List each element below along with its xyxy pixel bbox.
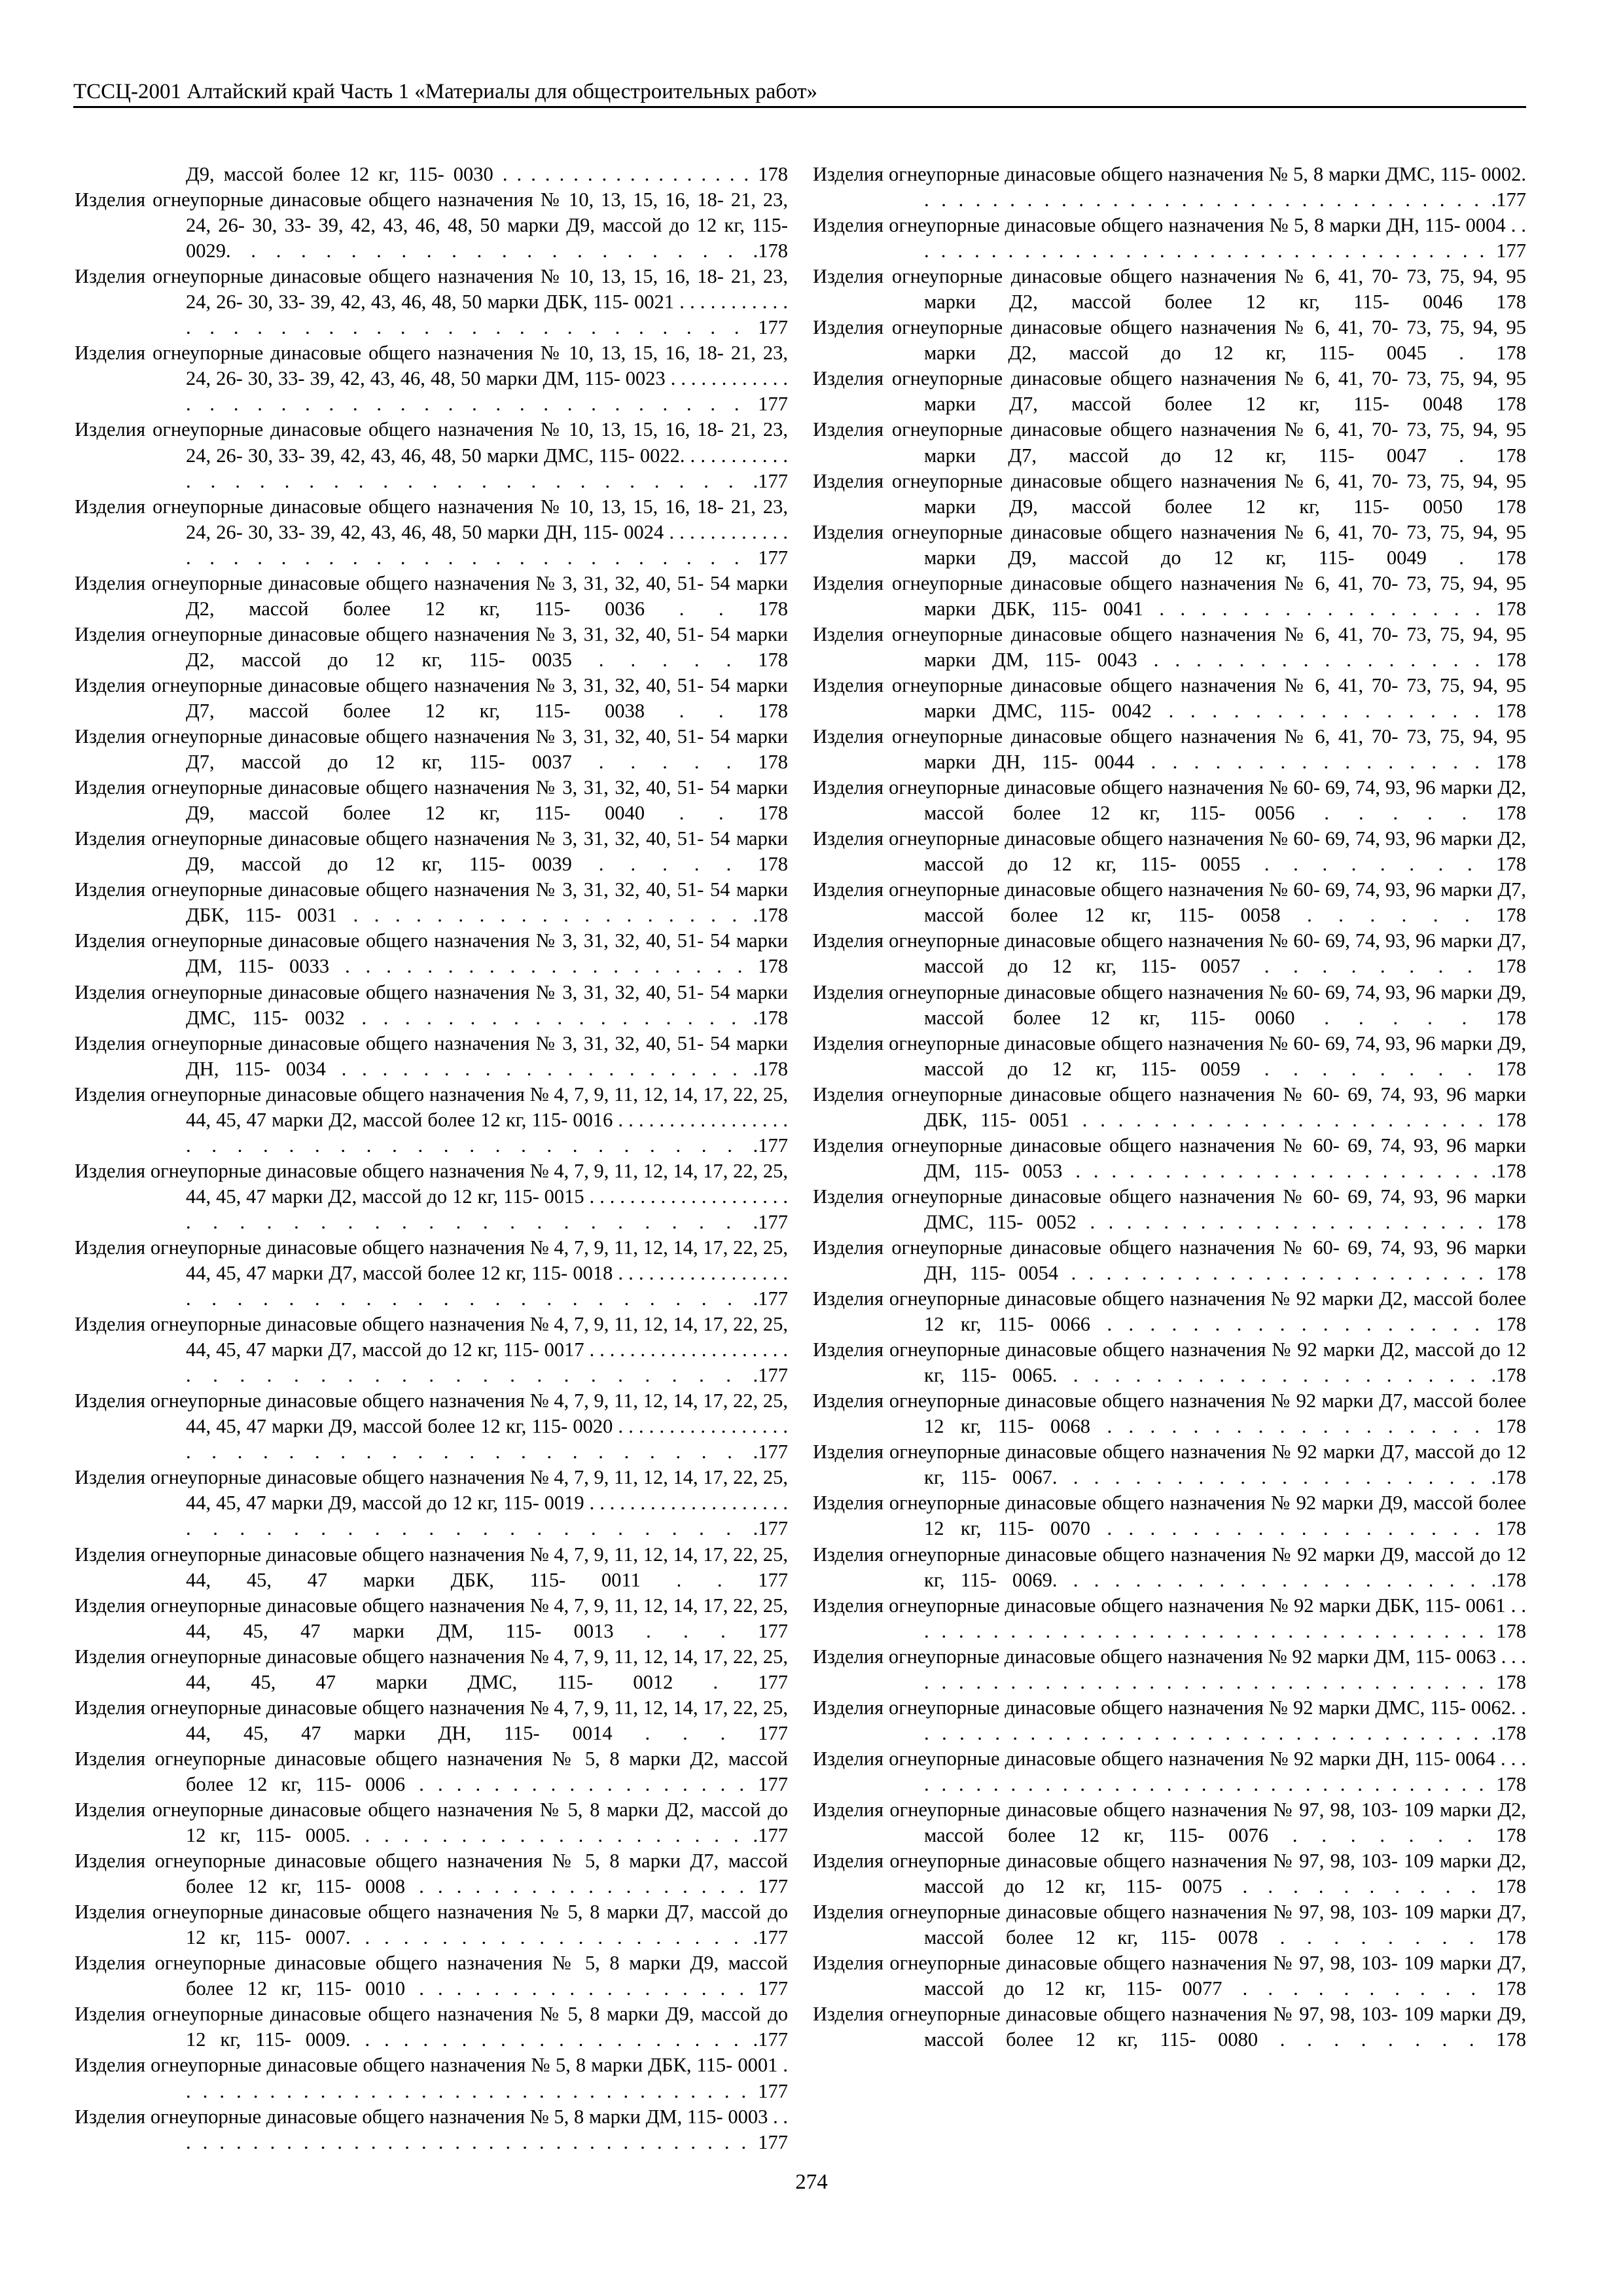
index-entry: Изделия огнеупорные динасовые общего назначения № 97, 98, 103- 109 марки Д2, массой более 12 кг, 115- 0076 . . . . . . . 178 (813, 1799, 1526, 1847)
index-entry: Изделия огнеупорные динасовые общего назначения № 6, 41, 70- 73, 75, 94, 95 марки ДН, 115- 0044 . . . . . . . . . . . . . . . . 178 (813, 725, 1526, 774)
header-rule (73, 106, 1526, 108)
index-entry: Изделия огнеупорные динасовые общего назначения № 4, 7, 9, 11, 12, 14, 17, 22, 25, 44, 45, 47 марки ДМС, 115- 0012 . 177 (75, 1645, 788, 1693)
page-number: 274 (795, 2170, 828, 2194)
index-entry: Изделия огнеупорные динасовые общего назначения № 60- 69, 74, 93, 96 марки Д9, массой до 12 кг, 115- 0059 . . . . . . . . 178 (813, 1031, 1526, 1080)
index-entry: Изделия огнеупорные динасовые общего назначения № 92 марки ДМС, 115- 0062. . . . . . . . . . . . . . . . . . . . . . . . . . . . . . . . . . .178 (813, 1696, 1526, 1744)
index-entry: Изделия огнеупорные динасовые общего назначения № 4, 7, 9, 11, 12, 14, 17, 22, 25, 44, 45, 47 марки Д2, массой более 12 кг, 115- 0016 . . . . . . . . . . . . . . . . . . . . . . . . . . . . . . . . . . . . . . . .177 (75, 1083, 788, 1157)
index-entry: Изделия огнеупорные динасовые общего назначения № 4, 7, 9, 11, 12, 14, 17, 22, 25, 44, 45, 47 марки ДБК, 115- 0011 . . 177 (75, 1543, 788, 1591)
index-entry: Изделия огнеупорные динасовые общего назначения № 3, 31, 32, 40, 51- 54 марки Д9, массой до 12 кг, 115- 0039 . . . . . 178 (75, 827, 788, 876)
index-entry: Изделия огнеупорные динасовые общего назначения № 97, 98, 103- 109 марки Д9, массой более 12 кг, 115- 0080 . . . . . . . . 178 (813, 2003, 1526, 2051)
index-entry: Изделия огнеупорные динасовые общего назначения № 92 марки ДМ, 115- 0063 . . . . . . . . . . . . . . . . . . . . . . . . . . . . . . . . . . . . 178 (813, 1645, 1526, 1693)
index-entry: Изделия огнеупорные динасовые общего назначения № 5, 8 марки Д7, массой до 12 кг, 115- 0007. . . . . . . . . . . . . . . . . . . . . .177 (75, 1901, 788, 1949)
index-entry: Изделия огнеупорные динасовые общего назначения № 60- 69, 74, 93, 96 марки Д7, массой до 12 кг, 115- 0057 . . . . . . . . 178 (813, 929, 1526, 978)
index-entry: Изделия огнеупорные динасовые общего назначения № 5, 8 марки Д9, массой до 12 кг, 115- 0009. . . . . . . . . . . . . . . . . . . . . .177 (75, 2003, 788, 2051)
index-entry: Изделия огнеупорные динасовые общего назначения № 10, 13, 15, 16, 18- 21, 23, 24, 26- 30, 33- 39, 42, 43, 46, 48, 50 марки ДН, 115- 0024 . . . . . . . . . . . . . . . . . . . . . . . . . . . . . . . . . . . . 177 (75, 495, 788, 569)
index-entry: Изделия огнеупорные динасовые общего назначения № 6, 41, 70- 73, 75, 94, 95 марки Д7, массой до 12 кг, 115- 0047 . 178 (813, 418, 1526, 467)
index-entry: Изделия огнеупорные динасовые общего назначения № 10, 13, 15, 16, 18- 21, 23, 24, 26- 30, 33- 39, 42, 43, 46, 48, 50 марки ДБК, 115- 0021 . . . . . . . . . . . . . . . . . . . . . . . . . . . . . . . . . . . 177 (75, 265, 788, 339)
index-entry: Изделия огнеупорные динасовые общего назначения № 5, 8 марки Д7, массой более 12 кг, 115- 0008 . . . . . . . . . . . . . . . . . . 177 (75, 1850, 788, 1898)
running-header: ТССЦ-2001 Алтайский край Часть 1 «Материалы для общестроительных работ» (73, 80, 818, 103)
index-entry: Изделия огнеупорные динасовые общего назначения № 6, 41, 70- 73, 75, 94, 95 марки ДМ, 115- 0043 . . . . . . . . . . . . . . . . 178 (813, 622, 1526, 671)
index-entry: Изделия огнеупорные динасовые общего назначения № 92 марки Д7, массой более 12 кг, 115- 0068 . . . . . . . . . . . . . . . . . . 178 (813, 1390, 1526, 1438)
index-entry: Изделия огнеупорные динасовые общего назначения № 4, 7, 9, 11, 12, 14, 17, 22, 25, 44, 45, 47 марки Д7, массой более 12 кг, 115- 0018 . . . . . . . . . . . . . . . . . . . . . . . . . . . . . . . . . . . . . . . .177 (75, 1236, 788, 1310)
index-entry: Изделия огнеупорные динасовые общего назначения № 10, 13, 15, 16, 18- 21, 23, 24, 26- 30, 33- 39, 42, 43, 46, 48, 50 марки ДМС, 115- 0022. . . . . . . . . . . . . . . . . . . . . . . . . . . . . . . . . . .177 (75, 418, 788, 492)
index-entry: Изделия огнеупорные динасовые общего назначения № 5, 8 марки ДМ, 115- 0003 . . . . . . . . . . . . . . . . . . . . . . . . . . . . . . . . . . . . 177 (75, 2105, 788, 2153)
index-entry: Изделия огнеупорные динасовые общего назначения № 10, 13, 15, 16, 18- 21, 23, 24, 26- 30, 33- 39, 42, 43, 46, 48, 50 марки ДМ, 115- 0023 . . . . . . . . . . . . . . . . . . . . . . . . . . . . . . . . . . . . 177 (75, 342, 788, 416)
index-entry: Изделия огнеупорные динасовые общего назначения № 60- 69, 74, 93, 96 марки Д2, массой до 12 кг, 115- 0055 . . . . . . . . 178 (813, 827, 1526, 876)
index-entry: Изделия огнеупорные динасовые общего назначения № 60- 69, 74, 93, 96 марки ДМ, 115- 0053 . . . . . . . . . . . . . . . . . . . . . . . .178 (813, 1134, 1526, 1182)
index-entry: Изделия огнеупорные динасовые общего назначения № 3, 31, 32, 40, 51- 54 марки ДМ, 115- 0033 . . . . . . . . . . . . . . . . . . . . 178 (75, 929, 788, 978)
index-entry: Изделия огнеупорные динасовые общего назначения № 60- 69, 74, 93, 96 марки ДН, 115- 0054 . . . . . . . . . . . . . . . . . . . . . . . . 178 (813, 1236, 1526, 1285)
index-entry: Изделия огнеупорные динасовые общего назначения № 3, 31, 32, 40, 51- 54 марки Д9, массой более 12 кг, 115- 0040 . . 178 (75, 776, 788, 825)
index-entry: Изделия огнеупорные динасовые общего назначения № 5, 8 марки Д2, массой до 12 кг, 115- 0005. . . . . . . . . . . . . . . . . . . . . .177 (75, 1799, 788, 1847)
index-entry: Изделия огнеупорные динасовые общего назначения № 4, 7, 9, 11, 12, 14, 17, 22, 25, 44, 45, 47 марки ДН, 115- 0014 . . . 177 (75, 1696, 788, 1744)
index-entry: Изделия огнеупорные динасовые общего назначения № 60- 69, 74, 93, 96 марки Д2, массой более 12 кг, 115- 0056 . . . . . 178 (813, 776, 1526, 825)
index-entry: Изделия огнеупорные динасовые общего назначения № 92 марки Д7, массой до 12 кг, 115- 0067. . . . . . . . . . . . . . . . . . . . . .178 (813, 1441, 1526, 1489)
index-entry: Изделия огнеупорные динасовые общего назначения № 97, 98, 103- 109 марки Д2, массой до 12 кг, 115- 0075 . . . . . . . . . . 178 (813, 1850, 1526, 1898)
index-entry: Изделия огнеупорные динасовые общего назначения № 5, 8 марки ДМС, 115- 0002. . . . . . . . . . . . . . . . . . . . . . . . . . . . . . . . . . .177 (813, 163, 1526, 211)
index-entry: Д9, массой более 12 кг, 115- 0030 . . . . . . . . . . . . . . . . . . 178 (186, 163, 788, 185)
index-entry: Изделия огнеупорные динасовые общего назначения № 4, 7, 9, 11, 12, 14, 17, 22, 25, 44, 45, 47 марки Д9, массой более 12 кг, 115- 0020 . . . . . . . . . . . . . . . . . . . . . . . . . . . . . . . . . . . . . . . .177 (75, 1390, 788, 1463)
index-entry: Изделия огнеупорные динасовые общего назначения № 3, 31, 32, 40, 51- 54 марки ДН, 115- 0034 . . . . . . . . . . . . . . . . . . . . .178 (75, 1031, 788, 1080)
index-entry: Изделия огнеупорные динасовые общего назначения № 3, 31, 32, 40, 51- 54 марки Д7, массой до 12 кг, 115- 0037 . . . . . 178 (75, 725, 788, 774)
index-entry: Изделия огнеупорные динасовые общего назначения № 6, 41, 70- 73, 75, 94, 95 марки Д2, массой более 12 кг, 115- 0046 178 (813, 265, 1526, 314)
index-entry: Изделия огнеупорные динасовые общего назначения № 3, 31, 32, 40, 51- 54 марки Д2, массой до 12 кг, 115- 0035 . . . . . 178 (75, 622, 788, 671)
index-entry: Изделия огнеупорные динасовые общего назначения № 5, 8 марки ДН, 115- 0004 . . . . . . . . . . . . . . . . . . . . . . . . . . . . . . . . . . . . 177 (813, 214, 1526, 262)
index-entry: Изделия огнеупорные динасовые общего назначения № 97, 98, 103- 109 марки Д7, массой более 12 кг, 115- 0078 . . . . . . . . 178 (813, 1901, 1526, 1949)
index-entry: Изделия огнеупорные динасовые общего назначения № 92 марки Д2, массой до 12 кг, 115- 0065. . . . . . . . . . . . . . . . . . . . . .178 (813, 1338, 1526, 1387)
index-entry: Изделия огнеупорные динасовые общего назначения № 92 марки Д9, массой более 12 кг, 115- 0070 . . . . . . . . . . . . . . . . . . 178 (813, 1492, 1526, 1540)
index-entry: Изделия огнеупорные динасовые общего назначения № 6, 41, 70- 73, 75, 94, 95 марки Д9, массой более 12 кг, 115- 0050 178 (813, 469, 1526, 518)
index-entry: Изделия огнеупорные динасовые общего назначения № 5, 8 марки ДБК, 115- 0001 . . . . . . . . . . . . . . . . . . . . . . . . . . . . . . . . . . . 177 (75, 2054, 788, 2102)
index-entry: Изделия огнеупорные динасовые общего назначения № 4, 7, 9, 11, 12, 14, 17, 22, 25, 44, 45, 47 марки Д2, массой до 12 кг, 115- 0015 . . . . . . . . . . . . . . . . . . . . . . . . . . . . . . . . . . . . . . . . . .177 (75, 1159, 788, 1233)
index-entry: Изделия огнеупорные динасовые общего назначения № 60- 69, 74, 93, 96 марки Д7, массой более 12 кг, 115- 0058 . . . . . . 178 (813, 878, 1526, 927)
index-entry: Изделия огнеупорные динасовые общего назначения № 60- 69, 74, 93, 96 марки ДБК, 115- 0051 . . . . . . . . . . . . . . . . . . . . . . . 178 (813, 1083, 1526, 1131)
index-entry: Изделия огнеупорные динасовые общего назначения № 4, 7, 9, 11, 12, 14, 17, 22, 25, 44, 45, 47 марки Д7, массой до 12 кг, 115- 0017 . . . . . . . . . . . . . . . . . . . . . . . . . . . . . . . . . . . . . . . . . .177 (75, 1313, 788, 1387)
index-entry: Изделия огнеупорные динасовые общего назначения № 3, 31, 32, 40, 51- 54 марки ДБК, 115- 0031 . . . . . . . . . . . . . . . . . . . .178 (75, 878, 788, 927)
index-entry: Изделия огнеупорные динасовые общего назначения № 6, 41, 70- 73, 75, 94, 95 марки ДМС, 115- 0042 . . . . . . . . . . . . . . . 178 (813, 673, 1526, 722)
index-entry: Изделия огнеупорные динасовые общего назначения № 3, 31, 32, 40, 51- 54 марки Д2, массой более 12 кг, 115- 0036 . . 178 (75, 571, 788, 620)
index-entry: Изделия огнеупорные динасовые общего назначения № 6, 41, 70- 73, 75, 94, 95 марки Д9, массой до 12 кг, 115- 0049 . 178 (813, 520, 1526, 569)
index-entry: Изделия огнеупорные динасовые общего назначения № 4, 7, 9, 11, 12, 14, 17, 22, 25, 44, 45, 47 марки ДМ, 115- 0013 . . . 177 (75, 1594, 788, 1642)
index-entry: Изделия огнеупорные динасовые общего назначения № 3, 31, 32, 40, 51- 54 марки ДМС, 115- 0032 . . . . . . . . . . . . . . . . . . .178 (75, 980, 788, 1029)
index-entry: Изделия огнеупорные динасовые общего назначения № 10, 13, 15, 16, 18- 21, 23, 24, 26- 30, 33- 39, 42, 43, 46, 48, 50 марки Д9, массой до 12 кг, 115- 0029. . . . . . . . . . . . . . . . . . . . . .178 (75, 188, 788, 262)
index-entry: Изделия огнеупорные динасовые общего назначения № 6, 41, 70- 73, 75, 94, 95 марки Д2, массой до 12 кг, 115- 0045 . 178 (813, 316, 1526, 365)
index-entry: Изделия огнеупорные динасовые общего назначения № 60- 69, 74, 93, 96 марки ДМС, 115- 0052 . . . . . . . . . . . . . . . . . . . . . . 178 (813, 1185, 1526, 1233)
index-column-left (75, 162, 788, 2155)
index-entry: Изделия огнеупорные динасовые общего назначения № 5, 8 марки Д2, массой более 12 кг, 115- 0006 . . . . . . . . . . . . . . . . . . 177 (75, 1747, 788, 1795)
index-entry: Изделия огнеупорные динасовые общего назначения № 5, 8 марки Д9, массой более 12 кг, 115- 0010 . . . . . . . . . . . . . . . . . . 177 (75, 1952, 788, 2000)
index-entry: Изделия огнеупорные динасовые общего назначения № 92 марки ДН, 115- 0064 . . . . . . . . . . . . . . . . . . . . . . . . . . . . . . . . . . . . 178 (813, 1747, 1526, 1795)
index-entry: Изделия огнеупорные динасовые общего назначения № 6, 41, 70- 73, 75, 94, 95 марки Д7, массой более 12 кг, 115- 0048 178 (813, 367, 1526, 416)
index-entry: Изделия огнеупорные динасовые общего назначения № 92 марки Д2, массой более 12 кг, 115- 0066 . . . . . . . . . . . . . . . . . . 178 (813, 1287, 1526, 1336)
index-entry: Изделия огнеупорные динасовые общего назначения № 60- 69, 74, 93, 96 марки Д9, массой более 12 кг, 115- 0060 . . . . . 178 (813, 980, 1526, 1029)
index-entry: Изделия огнеупорные динасовые общего назначения № 92 марки Д9, массой до 12 кг, 115- 0069. . . . . . . . . . . . . . . . . . . . . .178 (813, 1543, 1526, 1591)
index-entry: Изделия огнеупорные динасовые общего назначения № 92 марки ДБК, 115- 0061 . . . . . . . . . . . . . . . . . . . . . . . . . . . . . . . . . . . 178 (813, 1594, 1526, 1642)
index-entry: Изделия огнеупорные динасовые общего назначения № 4, 7, 9, 11, 12, 14, 17, 22, 25, 44, 45, 47 марки Д9, массой до 12 кг, 115- 0019 . . . . . . . . . . . . . . . . . . . . . . . . . . . . . . . . . . . . . . . . . .177 (75, 1466, 788, 1540)
index-column-right (813, 162, 1526, 2053)
index-entry: Изделия огнеупорные динасовые общего назначения № 97, 98, 103- 109 марки Д7, массой до 12 кг, 115- 0077 . . . . . . . . . . 178 (813, 1952, 1526, 2000)
index-entry: Изделия огнеупорные динасовые общего назначения № 3, 31, 32, 40, 51- 54 марки Д7, массой более 12 кг, 115- 0038 . . 178 (75, 673, 788, 722)
index-entry: Изделия огнеупорные динасовые общего назначения № 6, 41, 70- 73, 75, 94, 95 марки ДБК, 115- 0041 . . . . . . . . . . . . . . . . 178 (813, 571, 1526, 620)
